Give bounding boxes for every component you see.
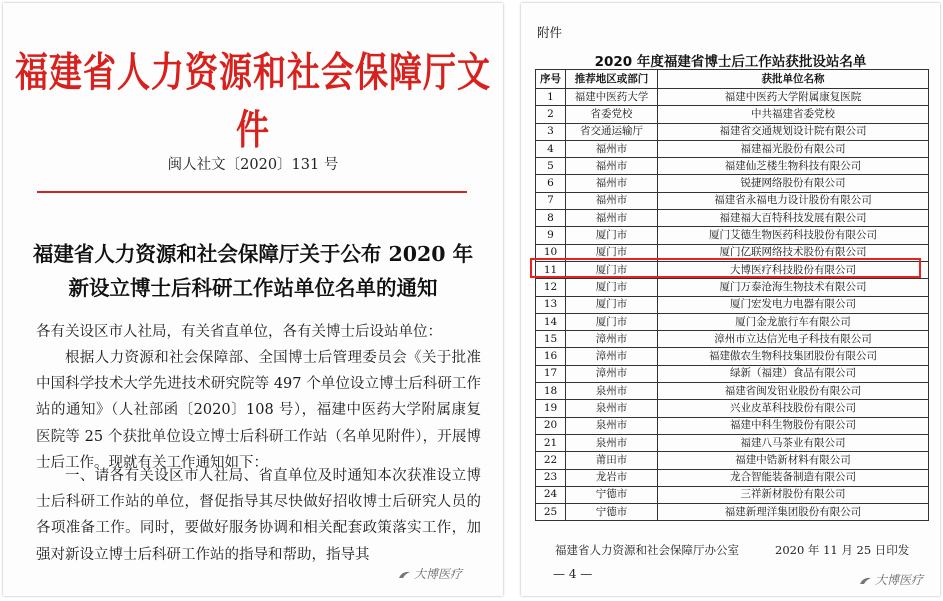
- row-region: 龙岩市: [566, 469, 658, 486]
- row-number: 5: [536, 158, 566, 175]
- row-number: 1: [536, 89, 566, 106]
- row-unit-name: 大博医疗科技股份有限公司: [658, 261, 929, 278]
- paragraph-2: 一、请各有关设区市人社局、省直单位及时通知本次获准设立博士后科研工作站的单位，督促指导其尽快做好招收博士后研究人员的各项准备工作。同时，要做好服务协调和相关配套政策落实工作，加强对新设立博士后科研工作站的指导和帮助，指导其: [36, 468, 481, 563]
- row-region: 厦门市: [566, 279, 658, 296]
- row-number: 14: [536, 313, 566, 330]
- table-row: [536, 348, 929, 365]
- row-region: 宁德市: [566, 486, 658, 503]
- table-row: [536, 434, 929, 451]
- approved-units-table: [535, 69, 929, 521]
- notice-document-page: [3, 3, 503, 596]
- header-region: 推荐地区或部门: [566, 70, 658, 89]
- salutation: 各有关设区市人社局，有关省直单位，各有关博士后设站单位：: [36, 324, 442, 340]
- table-header-row: [536, 70, 929, 89]
- row-region: 漳州市: [566, 348, 658, 365]
- table-row: [536, 140, 929, 157]
- row-number: 10: [536, 244, 566, 261]
- row-unit-name: 福建仙芝楼生物科技有限公司: [658, 158, 929, 175]
- row-number: 15: [536, 331, 566, 348]
- red-divider-line: [37, 191, 467, 193]
- row-number: 8: [536, 210, 566, 227]
- row-number: 21: [536, 434, 566, 451]
- table-row: [536, 89, 929, 106]
- paragraph-1: 根据人力资源和社会保障部、全国博士后管理委员会《关于批准中国科学技术大学先进技术研究院等 497 个单位设立博士后科研工作站的通知》（人社部函〔2020〕108 号），福建中医药大学附属康复医院等 25 个获批单位设立博士后科研工作站（名单见附件），开展博士后工作。现就有关工作通知如下：: [36, 350, 481, 471]
- row-unit-name: 龙合智能装备制造有限公司: [658, 469, 929, 486]
- row-unit-name: 福建中科生物股份有限公司: [658, 417, 929, 434]
- row-number: 24: [536, 486, 566, 503]
- row-unit-name: 厦门万泰沧海生物技术有限公司: [658, 279, 929, 296]
- row-unit-name: 厦门金龙旅行车有限公司: [658, 313, 929, 330]
- table-row: [536, 313, 929, 330]
- highlight-box: [530, 258, 921, 278]
- watermark-text: 大博医疗: [875, 573, 924, 587]
- table-row: [536, 296, 929, 313]
- issue-date: 2020 年 11 月 25 日印发: [775, 543, 910, 557]
- table-row: [536, 106, 929, 123]
- row-unit-name: 锐捷网络股份有限公司: [658, 175, 929, 192]
- row-region: 福州市: [566, 158, 658, 175]
- row-region: 漳州市: [566, 331, 658, 348]
- row-number: 11: [536, 261, 566, 278]
- table-row: [536, 365, 929, 382]
- row-region: 厦门市: [566, 244, 658, 261]
- row-unit-name: 福建省闽发铝业股份有限公司: [658, 383, 929, 400]
- row-unit-name: 漳州市立达信光电子科技有限公司: [658, 331, 929, 348]
- page-number: — 4 —: [553, 567, 593, 581]
- row-region: 泉州市: [566, 417, 658, 434]
- table-title: 2020 年度福建省博士后工作站获批设站名单: [594, 54, 867, 70]
- row-number: 18: [536, 383, 566, 400]
- row-unit-name: 福建八马茶业有限公司: [658, 434, 929, 451]
- table-row: [536, 210, 929, 227]
- row-region: 福州市: [566, 192, 658, 209]
- title-line-2: 新设立博士后科研工作站单位名单的通知: [68, 276, 438, 300]
- row-unit-name: 福建福大百特科技发展有限公司: [658, 210, 929, 227]
- row-unit-name: 厦门亿联网络技术股份有限公司: [658, 244, 929, 261]
- row-number: 6: [536, 175, 566, 192]
- row-region: 泉州市: [566, 400, 658, 417]
- row-unit-name: 厦门宏发电力电器有限公司: [658, 296, 929, 313]
- table-row: [536, 227, 929, 244]
- row-number: 16: [536, 348, 566, 365]
- row-number: 2: [536, 106, 566, 123]
- table-row: [536, 158, 929, 175]
- table-row: [536, 486, 929, 503]
- row-number: 3: [536, 123, 566, 140]
- table-row: [536, 331, 929, 348]
- logo-icon: [859, 576, 872, 585]
- row-region: 泉州市: [566, 434, 658, 451]
- issuer-office: 福建省人力资源和社会保障厅办公室: [555, 543, 739, 557]
- table-row: [536, 417, 929, 434]
- table-row: [536, 452, 929, 469]
- row-unit-name: 厦门艾德生物医药科技股份有限公司: [658, 227, 929, 244]
- row-region: 漳州市: [566, 365, 658, 382]
- row-region: 厦门市: [566, 296, 658, 313]
- row-number: 20: [536, 417, 566, 434]
- watermark: [398, 565, 462, 582]
- row-unit-name: 福建新理洋集团股份有限公司: [658, 504, 929, 521]
- row-number: 9: [536, 227, 566, 244]
- row-region: 厦门市: [566, 227, 658, 244]
- row-unit-name: 福建中锆新材料有限公司: [658, 452, 929, 469]
- document-header: 福建省人力资源和社会保障厅文件: [15, 48, 491, 154]
- row-number: 13: [536, 296, 566, 313]
- document-number: 闽人社文〔2020〕131 号: [167, 157, 339, 173]
- header-unit: 获批单位名称: [658, 70, 929, 89]
- table-row: [536, 383, 929, 400]
- row-number: 12: [536, 279, 566, 296]
- row-region: 宁德市: [566, 504, 658, 521]
- row-region: 省交通运输厅: [566, 123, 658, 140]
- logo-icon: [398, 570, 411, 579]
- row-unit-name: 福建傲农生物科技集团股份有限公司: [658, 348, 929, 365]
- row-region: 厦门市: [566, 261, 658, 278]
- row-number: 22: [536, 452, 566, 469]
- row-region: 福州市: [566, 140, 658, 157]
- row-number: 19: [536, 400, 566, 417]
- row-unit-name: 福建福光股份有限公司: [658, 140, 929, 157]
- row-unit-name: 福建省交通规划设计院有限公司: [658, 123, 929, 140]
- row-number: 25: [536, 504, 566, 521]
- row-number: 17: [536, 365, 566, 382]
- row-region: 泉州市: [566, 383, 658, 400]
- row-unit-name: 福建中医药大学附属康复医院: [658, 89, 929, 106]
- row-unit-name: 兴业皮革科技股份有限公司: [658, 400, 929, 417]
- watermark: [859, 571, 923, 588]
- row-unit-name: 福建省永福电力设计股份有限公司: [658, 192, 929, 209]
- attachment-page: [521, 3, 940, 596]
- title-line-1: 福建省人力资源和社会保障厅关于公布 2020 年: [32, 242, 474, 266]
- row-region: 福建中医药大学: [566, 89, 658, 106]
- table-row: [536, 192, 929, 209]
- row-unit-name: 中共福建省委党校: [658, 106, 929, 123]
- row-number: 4: [536, 140, 566, 157]
- table-row: [536, 279, 929, 296]
- row-region: 莆田市: [566, 452, 658, 469]
- table-row: [536, 504, 929, 521]
- row-number: 23: [536, 469, 566, 486]
- attachment-label: 附件: [537, 25, 563, 40]
- row-unit-name: 绿新（福建）食品有限公司: [658, 365, 929, 382]
- table-row: [536, 175, 929, 192]
- header-number: 序号: [536, 70, 566, 89]
- row-region: 福州市: [566, 175, 658, 192]
- table-row: [536, 469, 929, 486]
- row-region: 厦门市: [566, 313, 658, 330]
- table-row: [536, 400, 929, 417]
- row-unit-name: 三祥新材股份有限公司: [658, 486, 929, 503]
- watermark-text: 大博医疗: [414, 567, 463, 581]
- table-row: [536, 123, 929, 140]
- row-region: 福州市: [566, 210, 658, 227]
- row-region: 省委党校: [566, 106, 658, 123]
- document-title: [23, 237, 483, 305]
- row-number: 7: [536, 192, 566, 209]
